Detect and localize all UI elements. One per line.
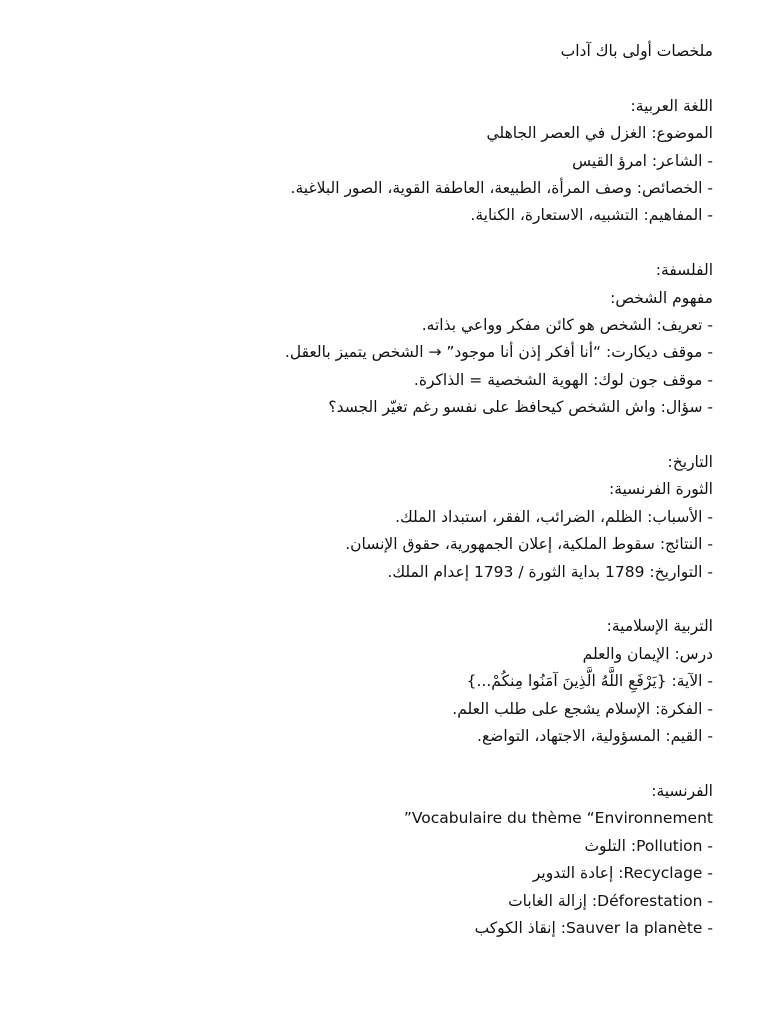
section-heading: الفلسفة:	[655, 261, 713, 280]
section-line: - Déforestation: إزالة الغابات	[508, 891, 713, 910]
section-line: - Sauver la planète: إنقاذ الكوكب	[474, 918, 713, 937]
section-line: - الآية: {يَرْفَعِ اللَّهُ الَّذِينَ آمَنُوا مِنكُمْ...}	[466, 672, 713, 691]
section-heading: اللغة العربية:	[630, 96, 713, 115]
section-line: - تعريف: الشخص هو كائن مفكر وواعي بذاته.	[421, 316, 713, 335]
document-title: ملخصات أولى باك آداب	[560, 42, 713, 60]
section-arabic	[33, 93, 713, 230]
section-line: - التواريخ: 1789 بداية الثورة / 1793 إعدام الملك.	[387, 562, 713, 581]
section-heading: التاريخ:	[667, 453, 713, 472]
section-line: - Recyclage: إعادة التدوير	[532, 864, 713, 883]
section-line: - Pollution: التلوث	[584, 836, 713, 855]
spacer	[33, 65, 713, 92]
section-line: - الشاعر: امرؤ القيس	[572, 151, 713, 170]
section-line: - موقف جون لوك: الهوية الشخصية = الذاكرة.	[413, 370, 713, 389]
section-french	[33, 778, 713, 942]
section-line: Vocabulaire du thème “Environnement”	[403, 809, 713, 828]
spacer	[33, 586, 713, 613]
section-line: درس: الإيمان والعلم	[582, 644, 713, 663]
section-line: مفهوم الشخص:	[610, 288, 713, 307]
section-line: - سؤال: واش الشخص كيحافظ على نفسو رغم تغيّر الجسد؟	[328, 398, 713, 417]
section-line: الثورة الفرنسية:	[608, 480, 713, 499]
section-heading: الفرنسية:	[651, 781, 713, 800]
section-heading: التربية الإسلامية:	[606, 617, 713, 636]
section-line: - الفكرة: الإسلام يشجع على طلب العلم.	[452, 699, 713, 718]
section-line: - الخصائص: وصف المرأة، الطبيعة، العاطفة القوية، الصور البلاغية.	[290, 179, 713, 198]
section-line: - النتائج: سقوط الملكية، إعلان الجمهورية، حقوق الإنسان.	[345, 535, 713, 554]
section-line: - الأسباب: الظلم، الضرائب، الفقر، استبداد الملك.	[395, 507, 713, 526]
document-page	[33, 38, 713, 942]
section-philosophy	[33, 257, 713, 421]
spacer	[33, 751, 713, 778]
section-history	[33, 449, 713, 586]
section-line: - موقف ديكارت: “أنا أفكر إذن أنا موجود” → الشخص يتميز بالعقل.	[284, 343, 713, 362]
spacer	[33, 422, 713, 449]
spacer	[33, 230, 713, 257]
section-line: - المفاهيم: التشبيه، الاستعارة، الكناية.	[470, 206, 713, 225]
section-line: - القيم: المسؤولية، الاجتهاد، التواضع.	[477, 727, 713, 746]
section-islamic-education	[33, 613, 713, 750]
section-line: الموضوع: الغزل في العصر الجاهلي	[486, 124, 713, 143]
